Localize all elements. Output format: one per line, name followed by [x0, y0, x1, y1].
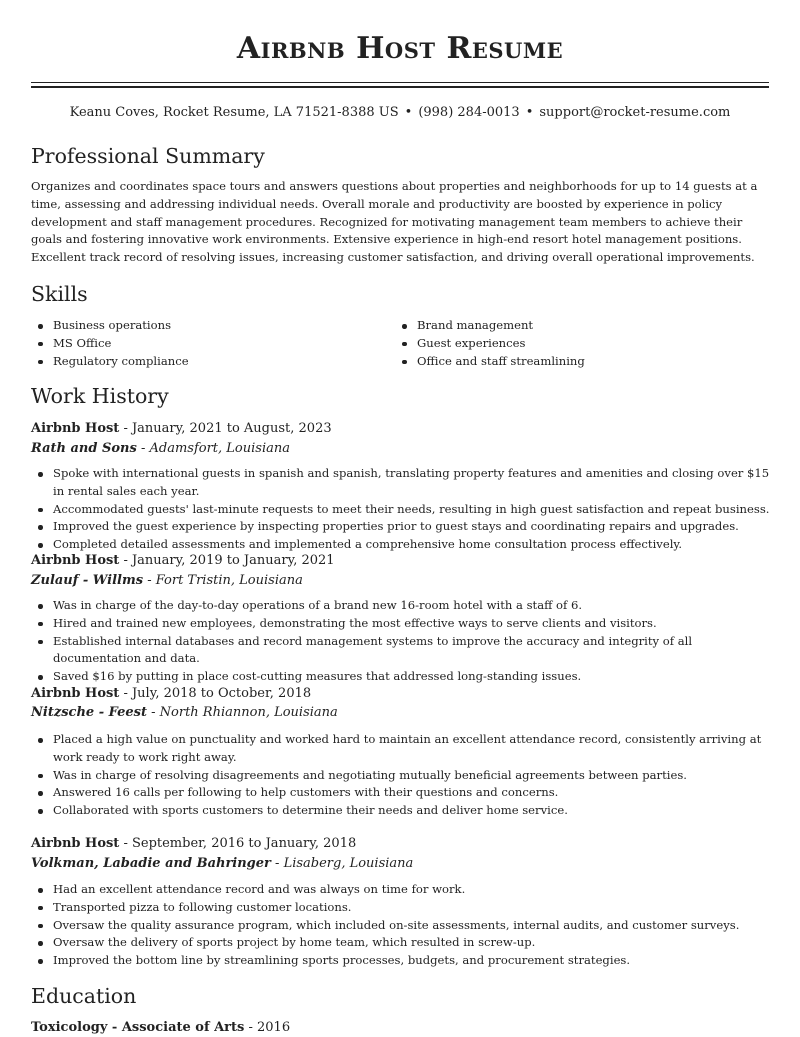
- job-dates: - January, 2021 to August, 2023: [119, 421, 332, 436]
- resume-title: Airbnb Host Resume: [236, 31, 564, 66]
- job-bullet: Had an excellent attendance record and was always on time for work.: [31, 881, 771, 899]
- job-title-line: [31, 420, 332, 438]
- job-bullet: Improved the bottom line by streamlining sports processes, budgets, and procurement strategies.: [31, 952, 771, 970]
- skill-item: Office and staff streamlining: [395, 353, 755, 371]
- job-company: Volkman, Labadie and Bahringer: [31, 856, 271, 871]
- contact-email[interactable]: support@rocket-resume.com: [539, 105, 731, 120]
- contact-separator: •: [525, 105, 534, 120]
- job-bullet: Completed detailed assessments and implemented a comprehensive home consultation process effectively.: [31, 536, 771, 554]
- title-divider-thick: [31, 86, 769, 88]
- job-bullet: Spoke with international guests in spanish and spanish, translating property features and amenities and closing over $15 in rental sales each year.: [31, 465, 771, 501]
- job-company: Rath and Sons: [31, 441, 137, 456]
- job-bullets: [31, 881, 771, 970]
- job-company-line: [31, 440, 290, 458]
- skills-list-right: [395, 317, 755, 370]
- skill-item: Brand management: [395, 317, 755, 335]
- job-company: Nitzsche - Feest: [31, 705, 147, 720]
- skills-list-left: [31, 317, 391, 370]
- job-company-line: [31, 572, 303, 590]
- job-company-line: [31, 855, 413, 873]
- summary-text: Organizes and coordinates space tours and answers questions about properties and neighborhoods for up to 14 guests at a time, assessing and addressing individual needs. Overall morale and productivity are boosted by experience in policy development and staff management procedures. Recognized for motivating management team members to achieve their goals and fostering innovative work environments. Extensive experience in high-end resort hotel management positions. Excellent track record of resolving issues, increasing customer satisfaction, and driving overall operational improvements.: [31, 179, 758, 265]
- contact-line: [0, 104, 800, 122]
- job-title-line: [31, 835, 356, 853]
- contact-separator: •: [404, 105, 413, 120]
- education-line: [31, 1019, 290, 1037]
- education-degree: Toxicology - Associate of Arts: [31, 1020, 245, 1035]
- job-dates: - January, 2019 to January, 2021: [119, 553, 335, 568]
- job-title: Airbnb Host: [31, 421, 120, 436]
- job-bullet: Placed a high value on punctuality and worked hard to maintain an excellent attendance record, consistently arriving at work ready to work right away.: [31, 731, 771, 767]
- job-bullet: Saved $16 by putting in place cost-cutting measures that addressed long-standing issues.: [31, 668, 771, 686]
- job-location: - Lisaberg, Louisiana: [270, 856, 414, 871]
- job-bullet: Improved the guest experience by inspecting properties prior to guest stays and coordinating repairs and upgrades.: [31, 518, 771, 536]
- job-bullets: [31, 597, 771, 686]
- job-title-line: [31, 552, 335, 570]
- job-bullet: Answered 16 calls per following to help customers with their questions and concerns.: [31, 784, 771, 802]
- job-bullet: Accommodated guests' last-minute requests to meet their needs, resulting in high guest satisfaction and repeat business.: [31, 501, 771, 519]
- job-location: - North Rhiannon, Louisiana: [147, 705, 338, 720]
- job-location: - Fort Tristin, Louisiana: [143, 573, 303, 588]
- job-bullet: Transported pizza to following customer locations.: [31, 899, 771, 917]
- job-dates: - July, 2018 to October, 2018: [119, 686, 312, 701]
- job-bullet: Established internal databases and record management systems to improve the accuracy and integrity of all documentation and data.: [31, 633, 771, 669]
- job-dates: - September, 2016 to January, 2018: [119, 836, 357, 851]
- job-bullet: Was in charge of the day-to-day operations of a brand new 16-room hotel with a staff of 6.: [31, 597, 771, 615]
- contact-phone: (998) 284-0013: [418, 105, 520, 120]
- job-bullets: [31, 731, 771, 820]
- job-bullet: Oversaw the quality assurance program, which included on-site assessments, internal audits, and customer surveys.: [31, 917, 771, 935]
- skill-item: Regulatory compliance: [31, 353, 391, 371]
- job-company-line: [31, 704, 338, 722]
- summary-heading: Professional Summary: [31, 144, 265, 168]
- education-heading: Education: [31, 984, 137, 1008]
- job-title: Airbnb Host: [31, 836, 120, 851]
- education-year: - 2016: [244, 1020, 291, 1035]
- job-title-line: [31, 685, 311, 703]
- skill-item: MS Office: [31, 335, 391, 353]
- title-divider-thin: [31, 82, 769, 83]
- skill-item: Guest experiences: [395, 335, 755, 353]
- job-title: Airbnb Host: [31, 553, 120, 568]
- job-bullet: Oversaw the delivery of sports project by home team, which resulted in screw-up.: [31, 934, 771, 952]
- skill-item: Business operations: [31, 317, 391, 335]
- job-bullets: [31, 465, 771, 554]
- job-bullet: Hired and trained new employees, demonstrating the most effective ways to serve clients and visitors.: [31, 615, 771, 633]
- job-location: - Adamsfort, Louisiana: [136, 441, 290, 456]
- job-bullet: Was in charge of resolving disagreements and negotiating mutually beneficial agreements between parties.: [31, 767, 771, 785]
- work-heading: Work History: [31, 384, 169, 408]
- contact-address: Keanu Coves, Rocket Resume, LA 71521-8388 US: [69, 105, 399, 120]
- skills-heading: Skills: [31, 282, 88, 306]
- job-title: Airbnb Host: [31, 686, 120, 701]
- job-bullet: Collaborated with sports customers to determine their needs and deliver home service.: [31, 802, 771, 820]
- job-company: Zulauf - Willms: [31, 573, 144, 588]
